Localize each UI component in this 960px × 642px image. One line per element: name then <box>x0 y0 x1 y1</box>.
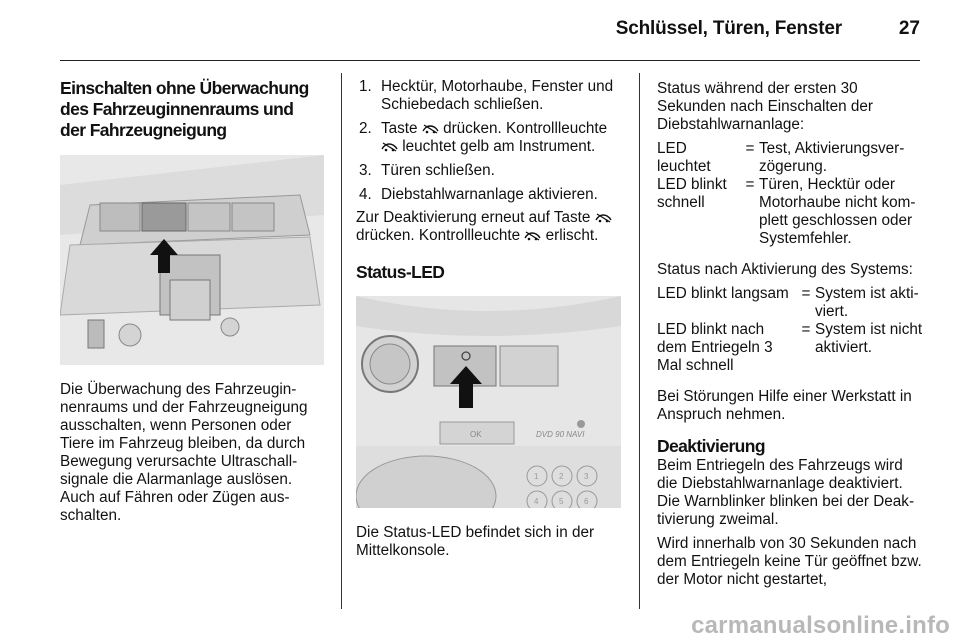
list-item: 4. Diebstahlwarnanlage aktivieren. <box>359 186 598 203</box>
steps-list <box>356 78 621 204</box>
ok-label: OK <box>470 430 482 439</box>
deactivation-paragraph: Zur Deaktivierung erneut auf Taste drücken. Kontrollleuchte erlischt. <box>356 209 621 245</box>
key-label: 6 <box>584 497 589 506</box>
key-label: 3 <box>584 472 589 481</box>
key-label: 4 <box>534 497 539 506</box>
status-after-activation: Status nach Aktivierung des Systems: <box>657 261 913 278</box>
list-item: 2. Taste drücken. Kontrollleuchte leuchtet gelb am Instrument. <box>359 120 608 155</box>
dvd-label: DVD 90 NAVI <box>536 430 585 439</box>
intro-paragraph: Die Überwachung des Fahrzeuginnenraums und der Fahrzeugneigung ausschalten, wenn Personen oder Tiere im Fahrzeug bleiben, da durch Bewegung verursachte Ultraschallsignale die Alarmanlage auslösen. Auch auf Fähren oder Zügen ausschalten. <box>60 381 308 524</box>
key-label: 1 <box>534 472 539 481</box>
table-row: LED leuchtet = Test, Aktivierungsverzögerung. <box>657 140 905 175</box>
column-3 <box>657 80 923 589</box>
key-label: 2 <box>559 472 564 481</box>
key-label: 5 <box>559 497 564 506</box>
section-heading-einschalten: Einschalten ohne Überwachung des Fahrzeuginnenraums und der Fahrzeugneigung <box>60 78 309 140</box>
center-console-figure <box>356 296 621 508</box>
fault-paragraph: Bei Störungen Hilfe einer Werkstatt in Anspruch nehmen. <box>657 388 912 423</box>
car-alarm-icon <box>381 142 398 152</box>
car-alarm-icon <box>595 213 612 223</box>
watermark: carmanualsonline.info <box>691 612 950 639</box>
section-heading-status-led: Status-LED <box>356 262 445 282</box>
status-table-2 <box>657 285 923 375</box>
list-item: 1. Hecktür, Motorhaube, Fenster und Schiebedach schließen. <box>359 78 614 113</box>
deactivation-paragraph-1: Beim Entriegeln des Fahrzeugs wird die Diebstahlwarnanlage deaktiviert. Die Warnblinker blinken bei der Deaktivierung zweimal. <box>657 457 915 528</box>
column-2 <box>356 78 621 560</box>
column-divider-2 <box>639 73 640 609</box>
column-1 <box>60 78 326 525</box>
table-row: LED blinkt schnell = Türen, Hecktür oder Motorhaube nicht komplett geschlossen oder Systemfehler. <box>657 176 916 247</box>
roof-console-illustration <box>60 155 324 365</box>
status-table-1 <box>657 140 923 248</box>
car-alarm-icon <box>422 124 439 134</box>
column-divider-1 <box>341 73 342 609</box>
figure-caption: Die Status-LED befindet sich in der Mittelkonsole. <box>356 524 595 559</box>
center-console-illustration <box>356 296 621 508</box>
status-intro: Status während der ersten 30 Sekunden nach Einschalten der Diebstahlwarnanlage: <box>657 80 874 133</box>
table-row: LED blinkt langsam = System ist aktiviert. <box>657 285 919 320</box>
section-heading-deaktivierung: Deaktivierung <box>657 436 765 456</box>
chapter-title: Schlüssel, Türen, Fenster <box>615 18 842 39</box>
roof-console-figure <box>60 155 324 365</box>
page-number: 27 <box>898 18 920 39</box>
page-header <box>60 0 920 61</box>
deactivation-paragraph-2: Wird innerhalb von 30 Sekunden nach dem Entriegeln keine Tür geöffnet bzw. der Motor nicht gestartet, <box>657 535 922 588</box>
list-item: 3. Türen schließen. <box>359 162 495 179</box>
table-row: LED blinkt nach dem Entriegeln 3 Mal schnell = System ist nicht aktiviert. <box>657 321 923 374</box>
car-alarm-icon <box>524 231 541 241</box>
